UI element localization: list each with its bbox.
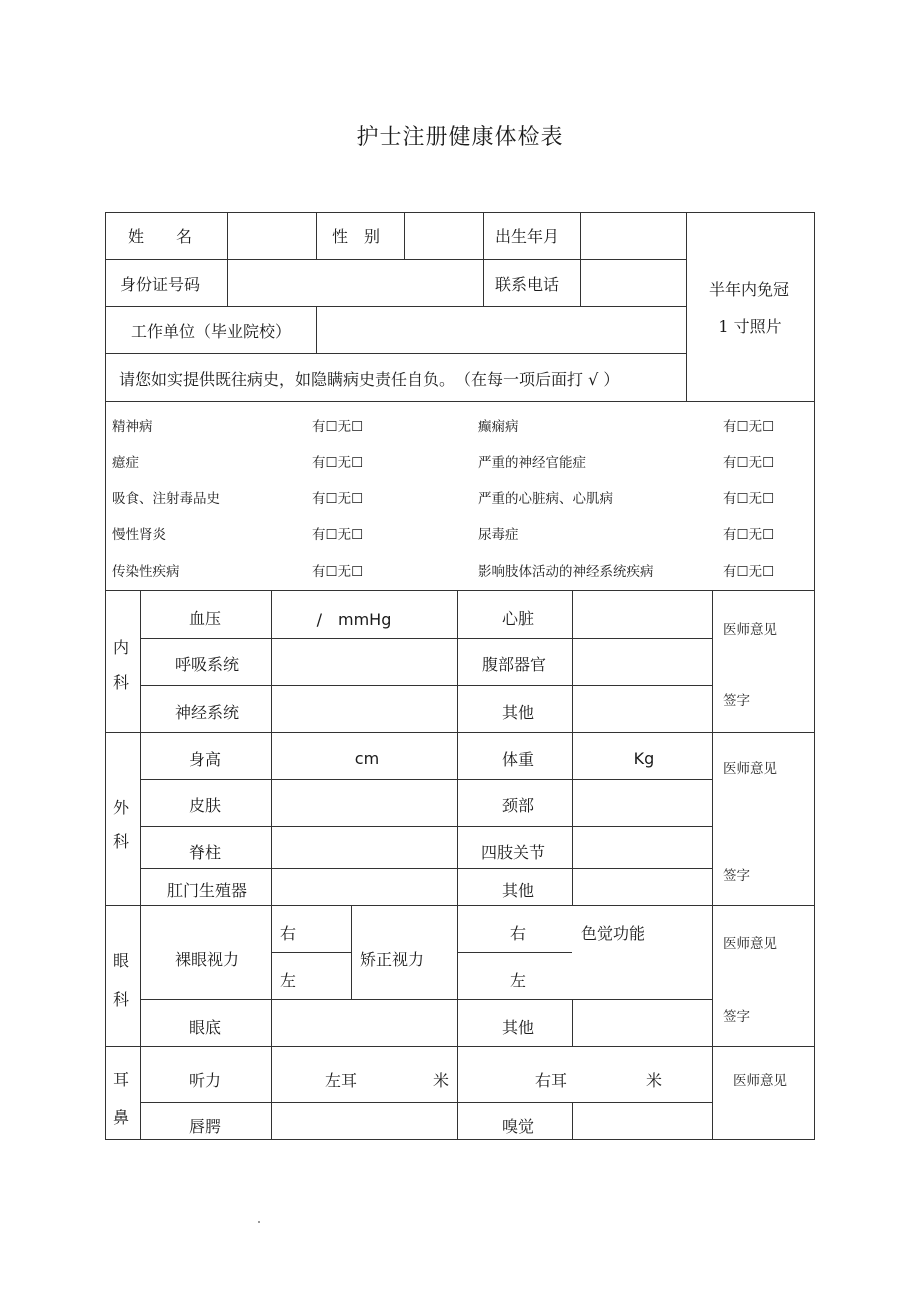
birth-label: 出生年月 — [495, 227, 560, 246]
row-line — [140, 1102, 712, 1103]
col-line — [572, 999, 573, 1046]
left-ear-meter: 米 — [433, 1071, 450, 1090]
history-item-right: 癫痫病 — [478, 419, 519, 435]
internal-other-label: 其他 — [501, 703, 535, 722]
row-line — [457, 952, 572, 953]
row-line — [105, 590, 815, 591]
surgery-dept-char: 外 — [112, 798, 130, 817]
surgery-sign-label: 签字 — [723, 868, 750, 884]
internal-dept-char: 内 — [112, 638, 130, 657]
naked-right-label: 右 — [280, 924, 297, 943]
history-checkbox-right[interactable]: 有☐无☐ — [723, 527, 775, 543]
surgery-opinion-label: 医师意见 — [723, 761, 777, 777]
history-item-right: 严重的神经官能症 — [478, 455, 586, 471]
spine-label: 脊柱 — [188, 843, 222, 862]
naked-vision-label: 裸眼视力 — [174, 950, 240, 969]
row-line — [140, 685, 712, 686]
history-checkbox-right[interactable]: 有☐无☐ — [723, 455, 775, 471]
page-dot — [258, 1221, 260, 1223]
col-line — [483, 212, 484, 306]
surgery-other-label: 其他 — [501, 881, 535, 900]
col-line — [227, 259, 228, 306]
respiratory-label: 呼吸系统 — [174, 655, 240, 674]
neck-label: 颈部 — [501, 796, 535, 815]
history-checkbox-left[interactable]: 有☐无☐ — [312, 455, 364, 471]
col-line — [271, 590, 272, 1140]
history-checkbox-right[interactable]: 有☐无☐ — [723, 564, 775, 580]
history-item-right: 严重的心脏病、心肌病 — [478, 491, 613, 507]
history-item-right: 尿毒症 — [478, 527, 519, 543]
bp-unit: / mmHg — [316, 610, 392, 629]
row-line — [105, 353, 687, 354]
col-line — [580, 212, 581, 306]
history-item-left: 吸食、注射毒品史 — [112, 491, 220, 507]
eye-sign-label: 签字 — [723, 1009, 750, 1025]
col-line — [712, 590, 713, 1140]
row-line — [105, 259, 687, 260]
row-line — [140, 826, 712, 827]
col-line — [404, 212, 405, 259]
heart-label: 心脏 — [501, 609, 535, 628]
anal-genital-label: 肛门生殖器 — [166, 881, 248, 900]
history-checkbox-left[interactable]: 有☐无☐ — [312, 527, 364, 543]
corrected-vision-label: 矫正视力 — [360, 950, 425, 969]
col-line — [457, 590, 458, 1140]
left-ear-label: 左耳 — [325, 1071, 358, 1090]
col-line — [316, 212, 317, 259]
photo-note-line2: 1 寸照片 — [718, 317, 782, 336]
row-line — [105, 306, 687, 307]
ent-dept-char: 鼻 — [112, 1108, 130, 1127]
col-line — [316, 306, 317, 353]
hearing-label: 听力 — [188, 1071, 222, 1090]
internal-sign-label: 签字 — [723, 693, 750, 709]
row-line — [271, 999, 351, 1000]
row-line — [140, 779, 712, 780]
name-label: 姓 名 — [128, 227, 193, 246]
height-label: 身高 — [188, 750, 222, 769]
right-ear-meter: 米 — [646, 1071, 663, 1090]
ent-dept-char: 耳 — [112, 1070, 130, 1089]
row-line — [140, 999, 271, 1000]
lips-palate-label: 唇腭 — [188, 1117, 222, 1136]
nervous-label: 神经系统 — [174, 703, 240, 722]
row-line — [271, 952, 351, 953]
fundus-label: 眼底 — [188, 1018, 222, 1037]
history-instruction: 请您如实提供既往病史，如隐瞒病史责任自负。 （在每一项后面打 √ ） — [119, 370, 620, 389]
row-line — [105, 732, 815, 733]
health-check-table — [105, 212, 815, 1140]
bp-label: 血压 — [188, 609, 222, 628]
surgery-dept-char: 科 — [112, 832, 130, 851]
history-item-right: 影响肢体活动的神经系统疾病 — [478, 564, 654, 580]
history-checkbox-right[interactable]: 有☐无☐ — [723, 491, 775, 507]
work-unit-label: 工作单位（毕业院校） — [131, 322, 292, 341]
form-title: 护士注册健康体检表 — [356, 125, 564, 150]
naked-left-label: 左 — [280, 971, 297, 990]
col-line — [351, 905, 352, 999]
history-item-left: 传染性疾病 — [112, 564, 180, 580]
col-line — [572, 590, 573, 905]
eye-dept-char: 科 — [112, 990, 130, 1009]
col-line — [686, 212, 687, 401]
row-line — [351, 999, 712, 1000]
corrected-left-label: 左 — [509, 971, 527, 990]
right-ear-label: 右耳 — [535, 1071, 568, 1090]
history-checkbox-left[interactable]: 有☐无☐ — [312, 564, 364, 580]
photo-note-line1: 半年内免冠 — [708, 280, 790, 299]
eye-dept-char: 眼 — [112, 951, 130, 970]
col-line — [140, 590, 141, 1140]
row-line — [105, 401, 815, 402]
height-unit: cm — [354, 749, 380, 768]
id-number-label: 身份证号码 — [120, 275, 201, 294]
col-line — [572, 1102, 573, 1140]
row-line — [105, 1046, 815, 1047]
internal-dept-char: 科 — [112, 673, 130, 692]
history-checkbox-right[interactable]: 有☐无☐ — [723, 419, 775, 435]
history-item-left: 精神病 — [112, 419, 153, 435]
corrected-right-label: 右 — [509, 924, 527, 943]
eye-opinion-label: 医师意见 — [723, 936, 777, 952]
internal-opinion-label: 医师意见 — [723, 622, 777, 638]
history-checkbox-left[interactable]: 有☐无☐ — [312, 419, 364, 435]
col-line — [227, 212, 228, 259]
phone-label: 联系电话 — [495, 275, 560, 294]
weight-label: 体重 — [501, 750, 535, 769]
history-item-left: 慢性肾炎 — [112, 527, 166, 543]
history-checkbox-left[interactable]: 有☐无☐ — [312, 491, 364, 507]
row-line — [140, 638, 712, 639]
row-line — [105, 905, 815, 906]
abdomen-label: 腹部器官 — [481, 655, 547, 674]
smell-label: 嗅觉 — [501, 1117, 535, 1136]
row-line — [140, 868, 712, 869]
history-item-left: 癔症 — [112, 455, 139, 471]
weight-unit: Kg — [633, 749, 655, 768]
eye-other-label: 其他 — [501, 1018, 535, 1037]
skin-label: 皮肤 — [188, 796, 222, 815]
color-vision-label: 色觉功能 — [581, 924, 646, 943]
limbs-label: 四肢关节 — [480, 843, 546, 862]
gender-label: 性 别 — [332, 227, 381, 246]
ent-opinion-label: 医师意见 — [733, 1073, 787, 1089]
